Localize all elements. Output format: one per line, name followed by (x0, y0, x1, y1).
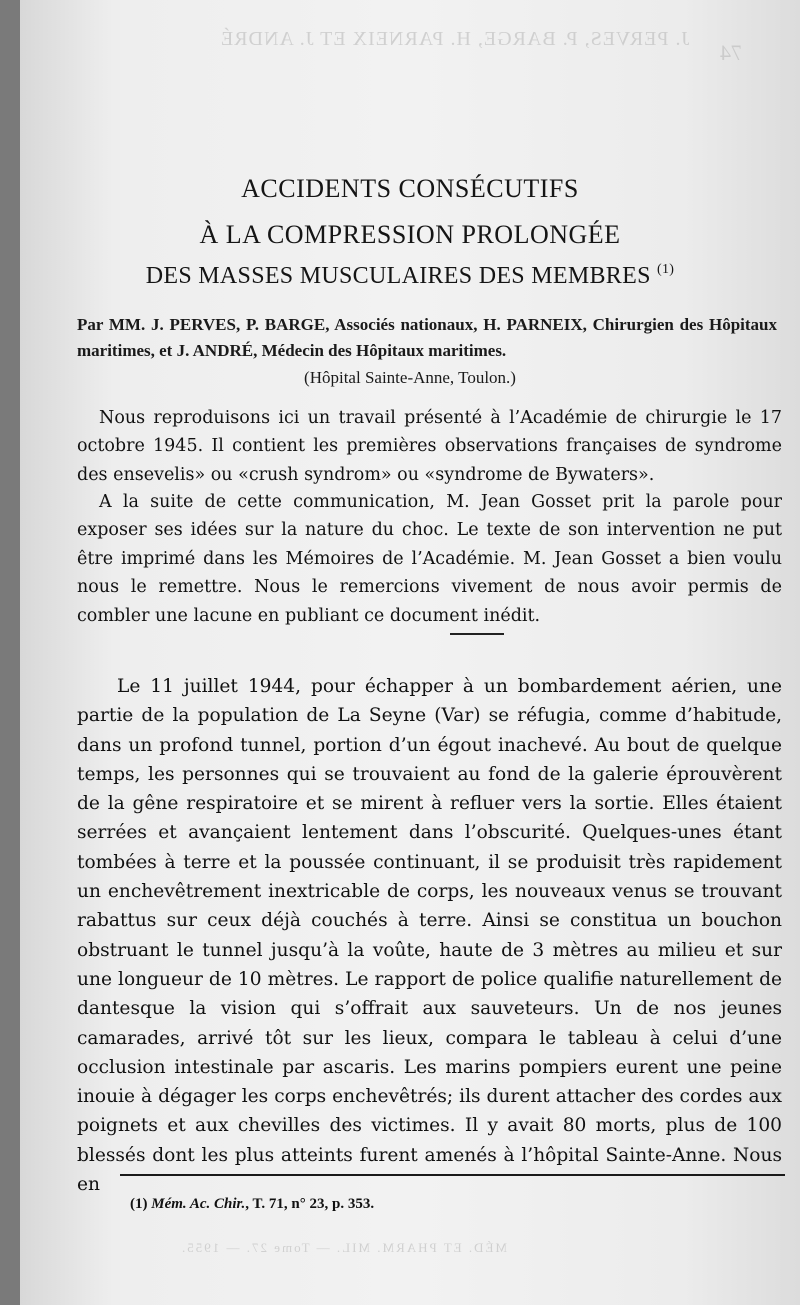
title-line-2: À LA COMPRESSION PROLONGÉE (199, 220, 621, 249)
section-separator (450, 633, 504, 635)
bleed-through-footer: MÉD. ET PHARM. MIL. — Tome 27. — 1955. (180, 1240, 508, 1255)
book-page (20, 0, 800, 1305)
intro-paragraph-1: Nous reproduisons ici un travail présenté à l’Académie de chirurgie le 17 octobre 1945. Il contient les premières observations françaises de syndrome des ensevelis» ou «crush syndrom» ou «syndrome de Bywaters». (77, 408, 782, 485)
footnote-details: , T. 71, n° 23, p. 353. (245, 1196, 375, 1212)
title-line-1: ACCIDENTS CONSÉCUTIFS (241, 174, 579, 203)
title-footnote-ref: (1) (657, 262, 675, 277)
bleed-through-page-number: 74 (720, 40, 742, 65)
bleed-through-header: J. PERVES, P. BARGE, H. PARNEIX ET J. ANDRÉ (220, 28, 690, 50)
intro-paragraph-2: A la suite de cette communication, M. Jean Gosset prit la parole pour exposer ses idées sur la nature du choc. Le texte de son intervention ne put être imprimé dans les Mémoires de l’Académie. M. Jean Gosset a bien voulu nous le remettre. Nous le remercions vivement de nous avoir permis de combler une lacune en publiant ce document inédit. (77, 492, 782, 626)
footnote-rule (120, 1174, 785, 1176)
footnote-source: Mém. Ac. Chir. (151, 1196, 246, 1212)
footnote (130, 1196, 374, 1213)
title-line-3 (20, 262, 800, 290)
affiliation: (Hôpital Sainte-Anne, Toulon.) (304, 368, 516, 387)
footnote-marker: (1) (130, 1196, 148, 1212)
author-list: Par MM. J. PERVES, P. BARGE, Associés nationaux, H. PARNEIX, Chirurgien des Hôpitaux maritimes, et J. ANDRÉ, Médecin des Hôpitaux maritimes. (77, 315, 777, 360)
body-paragraph: Le 11 juillet 1944, pour échapper à un bombardement aérien, une partie de la population de La Seyne (Var) se réfugia, comme d’habitude, dans un profond tunnel, portion d’un égout inachevé. Au bout de quelque temps, les personnes qui se trouvaient au fond de la galerie éprouvèrent de la gêne respiratoire et se mirent à refluer vers la sortie. Elles étaient serrées et avançaient lentement dans l’obscurité. Quelques-unes étant tombées à terre et la poussée continuant, il se produisit très rapidement un enchevêtrement inextricable de corps, les nouveaux venus se trouvant rabattus sur ceux déjà couchés à terre. Ainsi se constitua un bouchon obstruant le tunnel jusqu’à la voûte, haute de 3 mètres au milieu et sur une longueur de 10 mètres. Le rapport de police qualifie naturellement de dantesque la vision qui s’offrait aux sauveteurs. Un de nos jeunes camarades, arrivé tôt sur les lieux, compara le tableau à celui d’une occlusion intestinale par ascaris. Les marins pompiers eurent une peine inouie à dégager les corps enchevêtrés; ils durent attacher des cordes aux poignets et aux chevilles des victimes. Il y avait 80 morts, plus de 100 blessés dont les plus atteints furent amenés à l’hôpital Sainte-Anne. Nous en (77, 676, 782, 1196)
title-line-3-text: DES MASSES MUSCULAIRES DES MEMBRES (145, 263, 651, 289)
